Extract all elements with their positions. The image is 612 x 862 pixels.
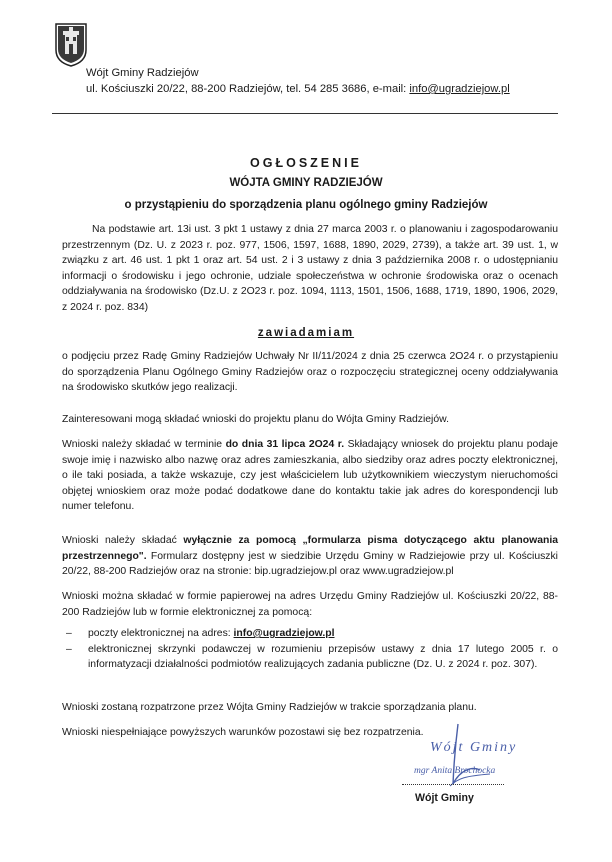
legal-basis-paragraph: Na podstawie art. 13i ust. 3 pkt 1 ustawy z dnia 27 marca 2003 r. o planowaniu i zagospodarowaniu przestrzennym (Dz. U. z 2023 r. poz. 977, 1506, 1597, 1688, 1890, 2029, 2739), a także art. 39 ust. 1, w związku z art. 46 ust. 1 pkt 1 oraz art. 54 ust. 2 i 3 ustawy z dnia 3 października 2008 r. o udostępnianiu informacji o środowisku i jego ochronie, udziale społeczeństwa w ochronie środowiska oraz o ocenach oddziaływania na środowisko (Dz.U. z 2O23 r. poz. 1094, 1113, 1501, 1506, 1688, 1719, 1890, 1906, 2029, z 2024 r. poz. 834) (62, 224, 558, 313)
interested-paragraph: Zainteresowani mogą składać wnioski do projektu planu do Wójta Gminy Radziejów. (62, 414, 449, 425)
signature-label: Wójt Gminy (415, 792, 474, 804)
submission-methods-list (62, 626, 558, 673)
stamp-title: Wójt Gminy (430, 740, 518, 755)
list-item (62, 642, 558, 673)
coat-of-arms-logo (54, 22, 88, 68)
resolution-paragraph: o podjęciu przez Radę Gminy Radziejów Uchwały Nr II/11/2024 z dnia 25 czerwca 2O24 r. o przystąpieniu do sporządzenia Planu Ogólnego Gminy Radziejów oraz o rozpoczęciu strategicznej oceny oddziaływania na środowisko skutków jego realizacji. (62, 351, 558, 394)
signature-line (402, 784, 504, 785)
announce-heading: zawiadamiam (257, 327, 355, 339)
stamp-name: mgr Anita Brochocka (414, 766, 496, 776)
considered-paragraph: Wnioski zostaną rozpatrzone przez Wójta Gminy Radziejów w trakcie sporządzania planu. (62, 702, 477, 713)
form-text-c: Formularz dostępny jest w siedzibie Urzędu Gminy w Radziejowie przy ul. Kościuszki 20/22, 88-200 Radziejów oraz na stronie: bip.ugradziejow.pl oraz www.ugradziejow.pl (62, 550, 558, 578)
form-text-a: Wnioski należy składać (62, 535, 184, 546)
document-title: OGŁOSZENIE (250, 156, 362, 170)
list-item (62, 626, 558, 642)
form-requirement: wyłącznie za pomocą „formularza pisma dotyczącego aktu planowania przestrzennego". (62, 535, 558, 562)
header-address (86, 83, 510, 95)
deadline-text-c: Składający wniosek do projektu planu podaje swoje imię i nazwisko albo nazwę oraz adres zamieszkania, albo siedziby oraz adres poczty elektronicznej, o ile taki posiada, a także wskazuje, czy jest właścicielem lub użytkownikiem wieczystym nieruchomości objętej wnioskiem oraz może podać dodatkowe dane do kontaktu takie jak adres do korespondencji lub numer telefonu. (62, 439, 558, 513)
deadline-date: do dnia 31 lipca 2O24 r. (225, 439, 345, 450)
form-paragraph (62, 533, 558, 580)
list-item-text: poczty elektronicznej na adres: (88, 628, 234, 639)
deadline-text-a: Wnioski należy składać w terminie (62, 439, 226, 450)
header-divider (52, 113, 558, 114)
list-dash: – (66, 628, 72, 639)
header-address-text: ul. Kościuszki 20/22, 88-200 Radziejów, tel. 54 285 3686, e-mail: (86, 83, 410, 95)
deadline-paragraph (62, 437, 558, 515)
header-office-name: Wójt Gminy Radziejów (86, 67, 199, 79)
list-item-text: elektronicznej skrzynki podawczej w rozumieniu przepisów ustawy z dnia 17 lutego 2005 r. o informatyzacji działalności podmiotów realizujących zadania publiczne (Dz. U. z 2024 r. poz. 307). (88, 643, 558, 671)
list-email-link[interactable]: info@ugradziejow.pl (233, 628, 335, 639)
handwritten-signature (420, 720, 510, 792)
header-email-link[interactable]: info@ugradziejow.pl (409, 83, 510, 95)
methods-paragraph: Wnioski można składać w formie papierowej na adres Urzędu Gminy Radziejów ul. Kościuszki 20/22, 88-200 Radziejów lub w formie elektronicznej za pomocą: (62, 591, 558, 618)
list-dash: – (66, 643, 72, 655)
document-subject: o przystąpieniu do sporządzenia planu ogólnego gminy Radziejów (124, 199, 488, 211)
rejected-paragraph: Wnioski niespełniające powyższych warunków pozostawi się bez rozpatrzenia. (62, 727, 424, 738)
document-issuer: WÓJTA GMINY RADZIEJÓW (229, 177, 383, 189)
